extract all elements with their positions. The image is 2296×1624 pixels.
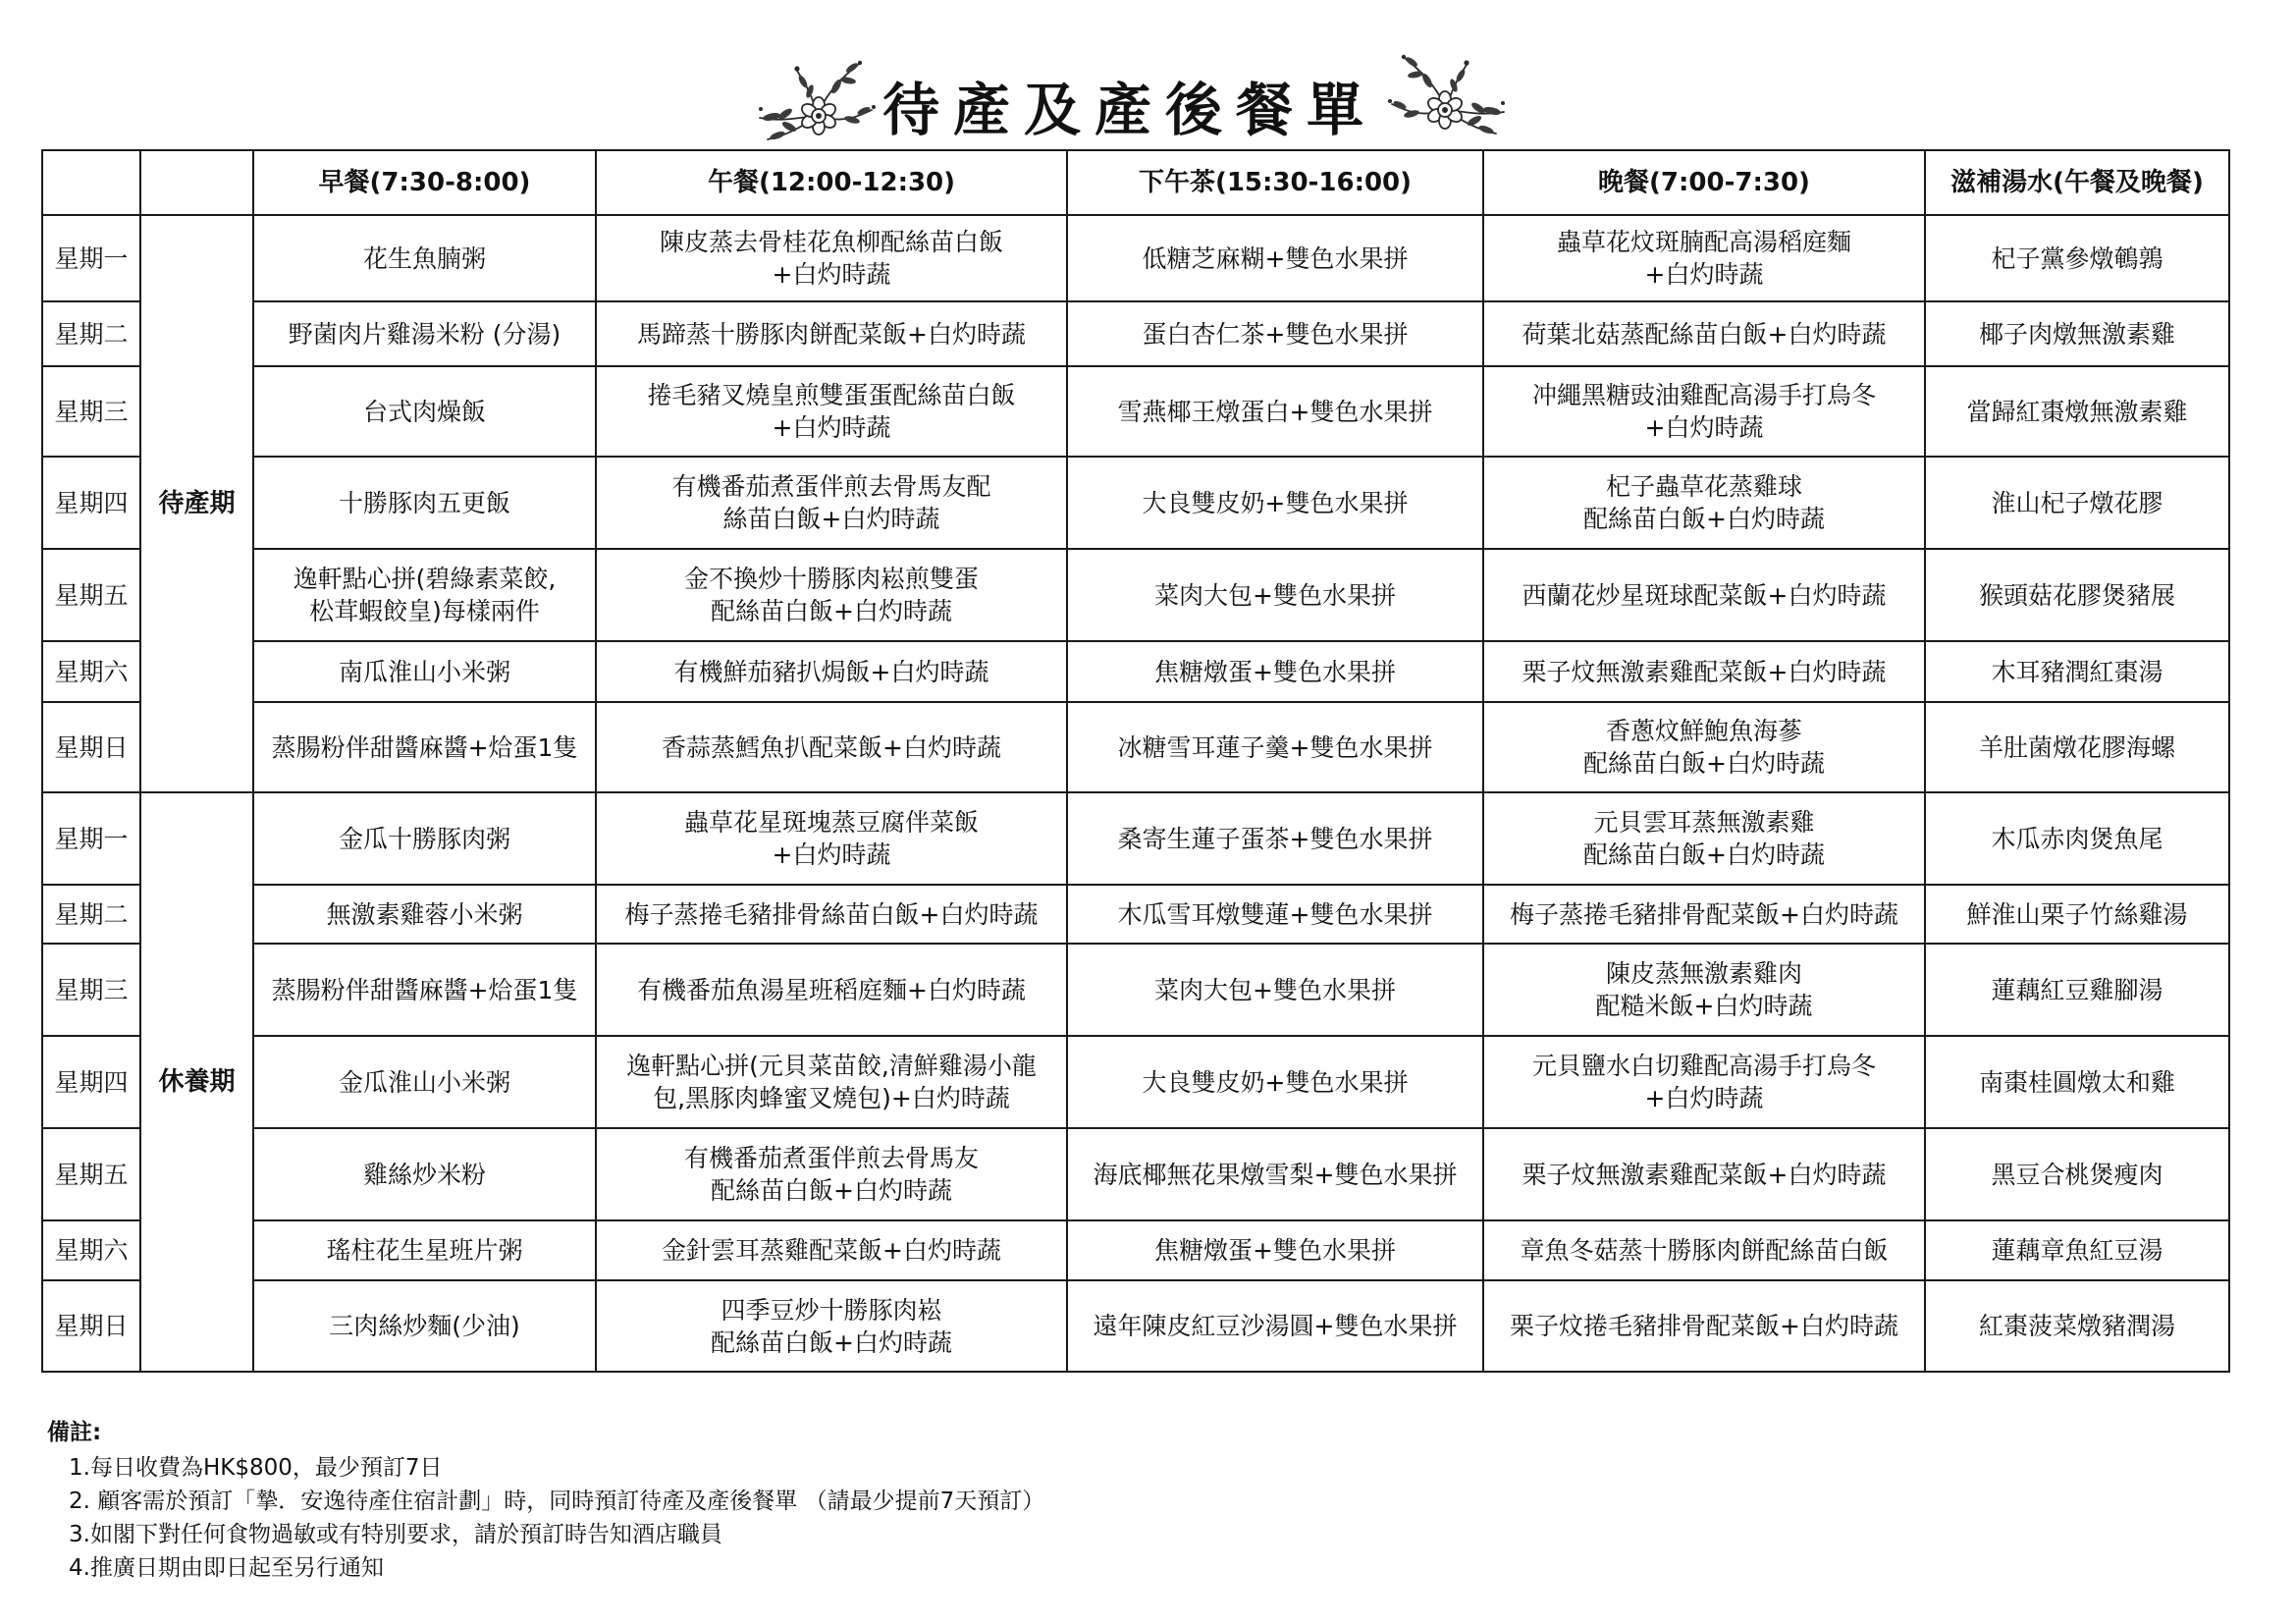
afternoon-tea-cell: 低糖芝麻糊+雙色水果拼	[1067, 215, 1483, 301]
soup-cell: 木瓜赤肉煲魚尾	[1925, 792, 2229, 885]
dinner-cell: 栗子炆無激素雞配菜飯+白灼時蔬	[1483, 1128, 1925, 1220]
table-header-row	[42, 150, 2229, 215]
day-cell: 星期四	[42, 1036, 140, 1128]
lunch-cell: 香蒜蒸鱈魚扒配菜飯+白灼時蔬	[596, 702, 1067, 792]
soup-cell: 鮮淮山栗子竹絲雞湯	[1925, 885, 2229, 944]
afternoon-tea-cell: 遠年陳皮紅豆沙湯圓+雙色水果拼	[1067, 1280, 1483, 1372]
lunch-cell: 蟲草花星斑塊蒸豆腐伴菜飯 +白灼時蔬	[596, 792, 1067, 885]
table-row	[42, 944, 2229, 1036]
lunch-cell: 有機番茄魚湯星班稻庭麵+白灼時蔬	[596, 944, 1067, 1036]
breakfast-cell: 蒸腸粉伴甜醬麻醬+烚蛋1隻	[253, 702, 596, 792]
period-cell: 待產期	[140, 215, 253, 792]
period-cell: 休養期	[140, 792, 253, 1372]
lunch-cell: 四季豆炒十勝豚肉崧 配絲苗白飯+白灼時蔬	[596, 1280, 1067, 1372]
breakfast-cell: 瑤柱花生星班片粥	[253, 1220, 596, 1280]
dinner-cell: 杞子蟲草花蒸雞球 配絲苗白飯+白灼時蔬	[1483, 457, 1925, 549]
afternoon-tea-cell: 雪燕椰王燉蛋白+雙色水果拼	[1067, 366, 1483, 457]
floral-ornament-left-icon	[754, 57, 881, 147]
breakfast-cell: 三肉絲炒麵(少油)	[253, 1280, 596, 1372]
dinner-cell: 栗子炆捲毛豬排骨配菜飯+白灼時蔬	[1483, 1280, 1925, 1372]
dinner-cell: 章魚冬菇蒸十勝豚肉餅配絲苗白飯	[1483, 1220, 1925, 1280]
dinner-cell: 香蔥炆鮮鮑魚海蔘 配絲苗白飯+白灼時蔬	[1483, 702, 1925, 792]
breakfast-cell: 金瓜十勝豚肉粥	[253, 792, 596, 885]
breakfast-cell: 金瓜淮山小米粥	[253, 1036, 596, 1128]
notes-section	[47, 1416, 1044, 1585]
breakfast-cell: 逸軒點心拼(碧綠素菜餃, 松茸蝦餃皇)每樣兩件	[253, 549, 596, 641]
soup-cell: 蓮藕紅豆雞腳湯	[1925, 944, 2229, 1036]
day-cell: 星期五	[42, 1128, 140, 1220]
dinner-cell: 荷葉北菇蒸配絲苗白飯+白灼時蔬	[1483, 301, 1925, 366]
table-row	[42, 549, 2229, 641]
breakfast-cell: 台式肉燥飯	[253, 366, 596, 457]
header-dinner: 晚餐(7:00-7:30)	[1483, 150, 1925, 215]
afternoon-tea-cell: 菜肉大包+雙色水果拼	[1067, 944, 1483, 1036]
dinner-cell: 西蘭花炒星斑球配菜飯+白灼時蔬	[1483, 549, 1925, 641]
lunch-cell: 逸軒點心拼(元貝菜苗餃,清鮮雞湯小龍 包,黑豚肉蜂蜜叉燒包)+白灼時蔬	[596, 1036, 1067, 1128]
table-row	[42, 215, 2229, 301]
table-row	[42, 1128, 2229, 1220]
day-cell: 星期二	[42, 301, 140, 366]
afternoon-tea-cell: 菜肉大包+雙色水果拼	[1067, 549, 1483, 641]
day-cell: 星期一	[42, 215, 140, 301]
table-row	[42, 885, 2229, 944]
soup-cell: 羊肚菌燉花膠海螺	[1925, 702, 2229, 792]
day-cell: 星期六	[42, 1220, 140, 1280]
lunch-cell: 金不換炒十勝豚肉崧煎雙蛋 配絲苗白飯+白灼時蔬	[596, 549, 1067, 641]
soup-cell: 椰子肉燉無激素雞	[1925, 301, 2229, 366]
day-cell: 星期四	[42, 457, 140, 549]
header-breakfast: 早餐(7:30-8:00)	[253, 150, 596, 215]
afternoon-tea-cell: 海底椰無花果燉雪梨+雙色水果拼	[1067, 1128, 1483, 1220]
page-title: 待產及產後餐單	[881, 77, 1377, 143]
table-row	[42, 641, 2229, 702]
table-row	[42, 792, 2229, 885]
day-cell: 星期一	[42, 792, 140, 885]
soup-cell: 淮山杞子燉花膠	[1925, 457, 2229, 549]
afternoon-tea-cell: 大良雙皮奶+雙色水果拼	[1067, 1036, 1483, 1128]
afternoon-tea-cell: 桑寄生蓮子蛋茶+雙色水果拼	[1067, 792, 1483, 885]
day-cell: 星期日	[42, 702, 140, 792]
breakfast-cell: 無激素雞蓉小米粥	[253, 885, 596, 944]
header-blank-cell	[140, 150, 253, 215]
afternoon-tea-cell: 焦糖燉蛋+雙色水果拼	[1067, 1220, 1483, 1280]
soup-cell: 猴頭菇花膠煲豬展	[1925, 549, 2229, 641]
dinner-cell: 蟲草花炆斑腩配高湯稻庭麵 +白灼時蔬	[1483, 215, 1925, 301]
note-item: 3.如閣下對任何食物過敏或有特別要求，請於預訂時告知酒店職員	[69, 1522, 722, 1547]
breakfast-cell: 野菌肉片雞湯米粉 (分湯)	[253, 301, 596, 366]
lunch-cell: 有機鮮茄豬扒焗飯+白灼時蔬	[596, 641, 1067, 702]
notes-heading: 備註:	[47, 1420, 102, 1445]
day-cell: 星期六	[42, 641, 140, 702]
day-cell: 星期三	[42, 366, 140, 457]
day-cell: 星期三	[42, 944, 140, 1036]
floral-ornament-right-icon	[1382, 51, 1510, 141]
day-cell: 星期日	[42, 1280, 140, 1372]
note-item: 1.每日收費為HK$800，最少預訂7日	[69, 1455, 443, 1481]
afternoon-tea-cell: 焦糖燉蛋+雙色水果拼	[1067, 641, 1483, 702]
menu-table	[41, 149, 2230, 1373]
soup-cell: 黑豆合桃煲瘦肉	[1925, 1128, 2229, 1220]
table-row	[42, 1280, 2229, 1372]
soup-cell: 杞子黨參燉鵪鶉	[1925, 215, 2229, 301]
afternoon-tea-cell: 冰糖雪耳蓮子羹+雙色水果拼	[1067, 702, 1483, 792]
soup-cell: 蓮藕章魚紅豆湯	[1925, 1220, 2229, 1280]
table-row	[42, 1036, 2229, 1128]
breakfast-cell: 蒸腸粉伴甜醬麻醬+烚蛋1隻	[253, 944, 596, 1036]
dinner-cell: 元貝鹽水白切雞配高湯手打烏冬 +白灼時蔬	[1483, 1036, 1925, 1128]
soup-cell: 木耳豬潤紅棗湯	[1925, 641, 2229, 702]
lunch-cell: 捲毛豬叉燒皇煎雙蛋蛋配絲苗白飯 +白灼時蔬	[596, 366, 1067, 457]
lunch-cell: 梅子蒸捲毛豬排骨絲苗白飯+白灼時蔬	[596, 885, 1067, 944]
table-row	[42, 1220, 2229, 1280]
note-item: 2. 顧客需於預訂「摯．安逸待產住宿計劃」時，同時預訂待產及產後餐單 （請最少提前7天預訂）	[69, 1489, 1045, 1514]
afternoon-tea-cell: 蛋白杏仁茶+雙色水果拼	[1067, 301, 1483, 366]
lunch-cell: 有機番茄煮蛋伴煎去骨馬友 配絲苗白飯+白灼時蔬	[596, 1128, 1067, 1220]
soup-cell: 紅棗菠菜燉豬潤湯	[1925, 1280, 2229, 1372]
table-row	[42, 457, 2229, 549]
header-lunch: 午餐(12:00-12:30)	[596, 150, 1067, 215]
dinner-cell: 陳皮蒸無激素雞肉 配糙米飯+白灼時蔬	[1483, 944, 1925, 1036]
afternoon-tea-cell: 木瓜雪耳燉雙蓮+雙色水果拼	[1067, 885, 1483, 944]
table-row	[42, 366, 2229, 457]
dinner-cell: 元貝雲耳蒸無激素雞 配絲苗白飯+白灼時蔬	[1483, 792, 1925, 885]
header-soup: 滋補湯水(午餐及晚餐)	[1925, 150, 2229, 215]
breakfast-cell: 花生魚腩粥	[253, 215, 596, 301]
breakfast-cell: 十勝豚肉五更飯	[253, 457, 596, 549]
dinner-cell: 栗子炆無激素雞配菜飯+白灼時蔬	[1483, 641, 1925, 702]
dinner-cell: 冲繩黑糖豉油雞配高湯手打烏冬 +白灼時蔬	[1483, 366, 1925, 457]
lunch-cell: 馬蹄蒸十勝豚肉餅配菜飯+白灼時蔬	[596, 301, 1067, 366]
lunch-cell: 有機番茄煮蛋伴煎去骨馬友配 絲苗白飯+白灼時蔬	[596, 457, 1067, 549]
note-item: 4.推廣日期由即日起至另行通知	[69, 1555, 384, 1581]
dinner-cell: 梅子蒸捲毛豬排骨配菜飯+白灼時蔬	[1483, 885, 1925, 944]
day-cell: 星期二	[42, 885, 140, 944]
table-row	[42, 301, 2229, 366]
breakfast-cell: 雞絲炒米粉	[253, 1128, 596, 1220]
table-row	[42, 702, 2229, 792]
soup-cell: 當歸紅棗燉無激素雞	[1925, 366, 2229, 457]
breakfast-cell: 南瓜淮山小米粥	[253, 641, 596, 702]
lunch-cell: 陳皮蒸去骨桂花魚柳配絲苗白飯 +白灼時蔬	[596, 215, 1067, 301]
afternoon-tea-cell: 大良雙皮奶+雙色水果拼	[1067, 457, 1483, 549]
header-afternoon-tea: 下午茶(15:30-16:00)	[1067, 150, 1483, 215]
header-blank-cell	[42, 150, 140, 215]
soup-cell: 南棗桂圓燉太和雞	[1925, 1036, 2229, 1128]
day-cell: 星期五	[42, 549, 140, 641]
lunch-cell: 金針雲耳蒸雞配菜飯+白灼時蔬	[596, 1220, 1067, 1280]
